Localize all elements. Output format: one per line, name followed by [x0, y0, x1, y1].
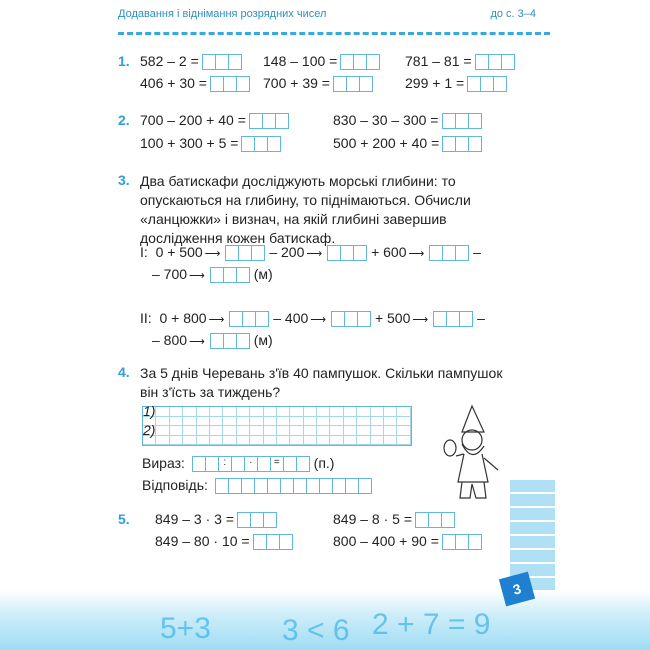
solution-grid[interactable] [142, 406, 412, 446]
grid-cell [304, 436, 317, 446]
header-divider [118, 32, 550, 35]
grid-cell [397, 436, 410, 446]
grid-cell [290, 436, 303, 446]
grid-cell [384, 426, 397, 436]
answer-boxes[interactable] [249, 113, 289, 129]
task-5-item: 849 – 8 · 5 = [333, 511, 455, 528]
grid-cell [371, 426, 384, 436]
grid-cell [330, 436, 343, 446]
grid-cell [397, 417, 410, 427]
grid-cell [223, 426, 236, 436]
answer-boxes[interactable] [225, 245, 265, 261]
task-1-item: 148 – 100 = [263, 53, 380, 70]
answer-row: Відповідь: [142, 477, 372, 494]
grid-cell [277, 407, 290, 417]
answer-boxes[interactable] [333, 76, 373, 92]
task-2-item: 100 + 300 + 5 = [140, 135, 281, 152]
grid-cell [250, 407, 263, 417]
page-ref: до с. 3–4 [490, 8, 536, 20]
grid-cell [290, 417, 303, 427]
gnome-illustration [432, 404, 512, 504]
task-1-item: 406 + 30 = [140, 75, 250, 92]
grid-cell [357, 436, 370, 446]
answer-boxes[interactable] [237, 512, 277, 528]
task-5-number: 5. [118, 511, 130, 527]
grid-cell [183, 407, 196, 417]
task-5-item: 849 – 80 · 10 = [155, 533, 293, 550]
answer-boxes[interactable] [429, 245, 469, 261]
answer-boxes[interactable] [241, 136, 281, 152]
footer-decoration [0, 590, 650, 650]
row-2-label: 2) [143, 422, 156, 438]
answer-boxes[interactable] [442, 534, 482, 550]
grid-cell [344, 426, 357, 436]
answer-boxes[interactable] [442, 113, 482, 129]
grid-cell [170, 436, 183, 446]
grid-cell [210, 436, 223, 446]
grid-cell [317, 436, 330, 446]
grid-cell [197, 417, 210, 427]
task-3-number: 3. [118, 172, 130, 188]
grid-cell [170, 407, 183, 417]
arrow-icon: ⟶ [204, 248, 221, 260]
task-2-item: 500 + 200 + 40 = [333, 135, 482, 152]
grid-cell [317, 407, 330, 417]
grid-cell [250, 417, 263, 427]
task-5-item: 800 – 400 + 90 = [333, 533, 482, 550]
grid-cell [344, 436, 357, 446]
grid-cell [156, 417, 169, 427]
grid-cell [197, 407, 210, 417]
row-1-label: 1) [143, 403, 156, 419]
grid-cell [210, 407, 223, 417]
answer-boxes[interactable] [331, 311, 371, 327]
chain-1-end: – 700 ⟶ (м) [152, 266, 273, 282]
grid-cell [156, 436, 169, 446]
task-1-item: 582 – 2 = [140, 53, 242, 70]
grid-cell [344, 407, 357, 417]
grid-cell [223, 436, 236, 446]
grid-cell [264, 407, 277, 417]
answer-boxes[interactable] [210, 267, 250, 283]
grid-cell [330, 417, 343, 427]
grid-cell [250, 426, 263, 436]
arrow-icon: ⟶ [306, 248, 323, 260]
grid-cell [330, 426, 343, 436]
grid-cell [357, 426, 370, 436]
grid-cell [304, 407, 317, 417]
grid-cell [156, 407, 169, 417]
answer-boxes[interactable] [202, 54, 242, 70]
grid-cell [317, 426, 330, 436]
grid-cell [397, 426, 410, 436]
grid-cell [237, 436, 250, 446]
deco-expression: 2 + 7 = 9 [372, 608, 491, 641]
grid-cell [250, 436, 263, 446]
answer-boxes[interactable] [215, 478, 372, 494]
grid-cell [304, 426, 317, 436]
grid-cell [330, 407, 343, 417]
task-2-number: 2. [118, 112, 130, 128]
grid-cell [290, 407, 303, 417]
arrow-icon: ⟶ [189, 270, 205, 282]
grid-cell [397, 407, 410, 417]
grid-cell [384, 407, 397, 417]
expression-boxes[interactable]: : · = [192, 456, 310, 472]
grid-cell [156, 426, 169, 436]
grid-cell [290, 426, 303, 436]
answer-boxes[interactable] [340, 54, 380, 70]
task-1-item: 781 – 81 = [405, 53, 515, 70]
answer-boxes[interactable] [467, 76, 507, 92]
grid-cell [344, 417, 357, 427]
answer-boxes[interactable] [442, 136, 482, 152]
task-1-item: 700 + 39 = [263, 75, 373, 92]
grid-cell [304, 417, 317, 427]
arrow-icon: ⟶ [189, 336, 205, 348]
grid-cell [264, 426, 277, 436]
grid-cell [264, 436, 277, 446]
task-4-number: 4. [118, 364, 130, 380]
grid-cell [197, 436, 210, 446]
grid-cell [237, 426, 250, 436]
grid-cell [277, 436, 290, 446]
chain-2: II: 0 + 800 ⟶ – 400 ⟶ + 500 ⟶ – [140, 310, 485, 326]
grid-cell [170, 426, 183, 436]
arrow-icon: ⟶ [412, 314, 429, 326]
page-number-badge: 3 [499, 572, 535, 607]
grid-cell [210, 426, 223, 436]
grid-cell [371, 407, 384, 417]
task-5-item: 849 – 3 · 3 = [155, 511, 277, 528]
grid-cell [210, 417, 223, 427]
grid-cell [371, 417, 384, 427]
arrow-icon: ⟶ [208, 314, 225, 326]
page-header [118, 8, 548, 20]
chain-2-end: – 800 ⟶ (м) [152, 332, 273, 348]
expression-row: Вираз: : · = (п.) [142, 455, 335, 471]
grid-cell [357, 407, 370, 417]
grid-cell [223, 417, 236, 427]
answer-boxes[interactable] [327, 245, 367, 261]
answer-boxes[interactable] [210, 76, 250, 92]
arrow-icon: ⟶ [408, 248, 425, 260]
task-1-item: 299 + 1 = [405, 75, 507, 92]
answer-boxes[interactable] [475, 54, 515, 70]
grid-cell [183, 417, 196, 427]
answer-boxes[interactable] [253, 534, 293, 550]
grid-cell [384, 417, 397, 427]
grid-cell [237, 417, 250, 427]
answer-boxes[interactable] [229, 311, 269, 327]
grid-cell [384, 436, 397, 446]
grid-cell [197, 426, 210, 436]
grid-cell [170, 417, 183, 427]
grid-cell [183, 426, 196, 436]
task-4-text: За 5 днів Черевань з'їв 40 пампушок. Скільки пампушок він з'їсть за тиждень? [140, 365, 503, 400]
grid-cell [357, 417, 370, 427]
header-title: Додавання і віднімання розрядних чисел [118, 8, 327, 20]
deco-expression: 3 < 6 [282, 614, 350, 647]
task-2-item: 830 – 30 – 300 = [333, 112, 482, 129]
deco-expression: 5+3 [160, 612, 211, 645]
grid-cell [264, 417, 277, 427]
grid-cell [277, 417, 290, 427]
grid-cell [277, 426, 290, 436]
chain-1: I: 0 + 500 ⟶ – 200 ⟶ + 600 ⟶ – [140, 244, 481, 260]
grid-cell [223, 407, 236, 417]
answer-boxes[interactable] [415, 512, 455, 528]
task-3-text: Два батискафи досліджують морські глибини: то опускаються на глибину, то піднімаються. Обчисли «ланцюжки» і визнач, на якій глибині завершив дослідження кожен батискаф. [140, 173, 471, 246]
answer-boxes[interactable] [210, 333, 250, 349]
grid-cell [317, 417, 330, 427]
arrow-icon: ⟶ [310, 314, 327, 326]
grid-cell [371, 436, 384, 446]
answer-boxes[interactable] [433, 311, 473, 327]
grid-cell [183, 436, 196, 446]
grid-cell [237, 407, 250, 417]
task-1-number: 1. [118, 53, 130, 69]
task-2-item: 700 – 200 + 40 = [140, 112, 289, 129]
